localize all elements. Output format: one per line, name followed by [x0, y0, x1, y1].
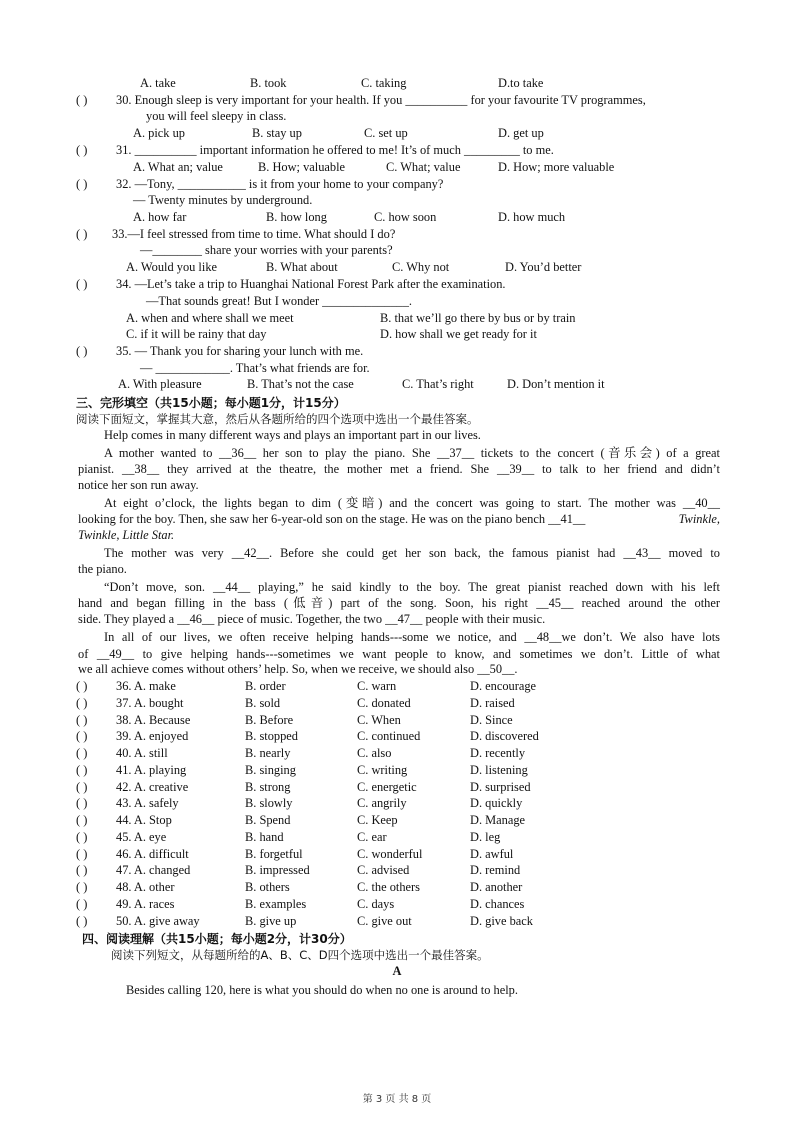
- cloze-q-answer-paren[interactable]: ( ): [76, 880, 88, 894]
- q34-option-b: B. that we’ll go there by bus or by train: [380, 311, 576, 325]
- cloze-q-answer-paren[interactable]: ( ): [76, 746, 88, 760]
- cloze-q-option-c: C. advised: [357, 863, 410, 878]
- cloze-q-option-d: D. Since: [470, 712, 513, 727]
- cloze-q-option-c: C. When: [357, 712, 401, 727]
- q31-option-d: D. How; more valuable: [498, 160, 615, 174]
- q35-stem: 35. — Thank you for sharing your lunch with me.: [116, 344, 364, 358]
- cloze-para-1: Help comes in many different ways and plays an important part in our lives.: [104, 428, 481, 442]
- cloze-q-answer-paren[interactable]: ( ): [76, 779, 88, 794]
- cloze-q-answer-paren[interactable]: ( ): [76, 695, 88, 710]
- q31-stem: 31. __________ important information he offered to me! It’s of much _________ to me.: [116, 143, 554, 157]
- cloze-q-option-c: C. also: [357, 746, 392, 760]
- cloze-q-option-d: D. encourage: [470, 679, 537, 693]
- q32-option-d: D. how much: [498, 210, 566, 224]
- section-3-instruction: 阅读下面短文，掌握其大意，然后从各题所给的四个选项中选出一个最佳答案。: [76, 412, 479, 426]
- q35-stem-cont: — ____________. That’s what friends are for.: [140, 361, 370, 375]
- cloze-q-option-b: B. impressed: [245, 863, 310, 878]
- cloze-line-14: we all achieve comes without others’ help. So, when we receive, we should also __50__.: [78, 662, 518, 676]
- cloze-q-option-a: 50. A. give away: [116, 913, 200, 928]
- cloze-line-3: notice her son run away.: [78, 478, 199, 492]
- q33-answer-paren[interactable]: ( ): [76, 227, 88, 241]
- cloze-q-option-d: D. remind: [470, 863, 521, 878]
- section-3-header: 三、完形填空（共15小题；每小题1分，计15分）: [76, 396, 346, 410]
- q35-option-a: A. With pleasure: [118, 377, 202, 391]
- section-4-header: 四、阅读理解（共15小题；每小题2分，计30分）: [82, 932, 352, 946]
- cloze-q-option-b: B. strong: [245, 779, 291, 794]
- cloze-q-option-d: D. discovered: [470, 729, 539, 744]
- cloze-line-7: The mother was very __42__. Before she could get her son back, the famous pianist had __43__ moved to: [104, 546, 720, 560]
- cloze-q-option-b: B. stopped: [245, 729, 299, 744]
- cloze-q-option-b: B. nearly: [245, 746, 291, 760]
- cloze-q-option-b: B. singing: [245, 762, 296, 777]
- q34-option-c: C. if it will be rainy that day: [126, 327, 267, 341]
- cloze-q-option-c: C. angrily: [357, 796, 407, 811]
- cloze-q-option-c: C. days: [357, 896, 395, 911]
- cloze-song-title-part1: Twinkle,: [678, 512, 720, 526]
- cloze-q-option-b: B. Spend: [245, 813, 291, 827]
- passage-a-label: A: [392, 964, 402, 978]
- cloze-q-option-a: 36. A. make: [116, 679, 176, 693]
- q31-option-b: B. How; valuable: [258, 160, 346, 174]
- cloze-q-answer-paren[interactable]: ( ): [76, 913, 88, 928]
- cloze-q-option-b: B. give up: [245, 913, 297, 928]
- q31-option-a: A. What an; value: [133, 160, 223, 174]
- cloze-q-option-b: B. hand: [245, 829, 284, 844]
- q29-option-a: A. take: [140, 76, 176, 90]
- cloze-q-answer-paren[interactable]: ( ): [76, 896, 88, 911]
- cloze-q-option-d: D. recently: [470, 746, 526, 760]
- cloze-q-option-d: D. Manage: [470, 813, 526, 827]
- cloze-q-option-a: 46. A. difficult: [116, 846, 189, 861]
- q34-stem: 34. —Let’s take a trip to Huanghai National Forest Park after the examination.: [116, 277, 506, 291]
- cloze-q-answer-paren[interactable]: ( ): [76, 679, 88, 693]
- page-number-footer: 第 3 页 共 8 页: [362, 1094, 432, 1105]
- section-4-instruction: 阅读下列短文，从每题所给的A、B、C、D四个选项中选出一个最佳答案。: [111, 948, 489, 962]
- q30-option-c: C. set up: [364, 126, 408, 140]
- q31-answer-paren[interactable]: ( ): [76, 143, 88, 157]
- q32-option-b: B. how long: [266, 210, 327, 224]
- cloze-line-11: side. They played a __46__ piece of music. Together, the two __47__ people with their music.: [78, 612, 546, 626]
- cloze-q-option-a: 43. A. safely: [116, 796, 179, 811]
- cloze-q-option-d: D. quickly: [470, 796, 523, 811]
- cloze-q-option-d: D. give back: [470, 913, 533, 928]
- q31-option-c: C. What; value: [386, 160, 461, 174]
- cloze-line-12: In all of our lives, we often receive helping hands---some we notice, and __48__we don’t. We also have lots: [104, 630, 720, 644]
- cloze-q-answer-paren[interactable]: ( ): [76, 863, 88, 878]
- q29-option-d: D.to take: [498, 76, 544, 90]
- q33-option-a: A. Would you like: [126, 260, 218, 274]
- cloze-q-option-c: C. give out: [357, 913, 412, 928]
- q34-option-a: A. when and where shall we meet: [126, 311, 294, 325]
- cloze-q-option-c: C. warn: [357, 679, 397, 693]
- q33-option-d: D. You’d better: [505, 260, 582, 274]
- q30-answer-paren[interactable]: ( ): [76, 93, 88, 107]
- cloze-q-option-d: D. awful: [470, 846, 514, 861]
- q33-stem: 33.—I feel stressed from time to time. What should I do?: [112, 227, 396, 241]
- cloze-q-option-c: C. Keep: [357, 813, 398, 827]
- cloze-line-8: the piano.: [78, 562, 127, 576]
- q34-stem-cont: —That sounds great! But I wonder ______________.: [146, 294, 413, 308]
- cloze-q-option-b: B. sold: [245, 695, 281, 710]
- cloze-q-option-a: 49. A. races: [116, 896, 175, 911]
- cloze-q-option-a: 47. A. changed: [116, 863, 191, 878]
- cloze-line-4: At eight o’clock, the lights began to dim (变暗) and the concert was going to start. The mother was __40__: [104, 496, 720, 510]
- cloze-q-option-b: B. examples: [245, 896, 307, 911]
- cloze-q-option-d: D. listening: [470, 762, 528, 777]
- q32-answer-paren[interactable]: ( ): [76, 177, 88, 191]
- q29-option-c: C. taking: [361, 76, 407, 90]
- cloze-q-option-a: 48. A. other: [116, 880, 175, 894]
- cloze-q-answer-paren[interactable]: ( ): [76, 813, 88, 827]
- cloze-q-option-d: D. another: [470, 880, 523, 894]
- cloze-q-option-a: 42. A. creative: [116, 779, 189, 794]
- q35-option-d: D. Don’t mention it: [507, 377, 605, 391]
- cloze-line-5: looking for the boy. Then, she saw her 6-year-old son on the stage. He was on the piano bench __41__: [78, 512, 586, 526]
- cloze-line-5-wrap: [78, 512, 720, 527]
- cloze-q-option-c: C. ear: [357, 829, 387, 844]
- cloze-q-option-d: D. chances: [470, 896, 525, 911]
- q32-stem-cont: — Twenty minutes by underground.: [133, 193, 313, 207]
- cloze-q-answer-paren[interactable]: ( ): [76, 796, 88, 811]
- cloze-q-answer-paren[interactable]: ( ): [76, 712, 88, 727]
- cloze-q-option-c: C. continued: [357, 729, 421, 744]
- q30-option-a: A. pick up: [133, 126, 185, 140]
- cloze-q-option-a: 40. A. still: [116, 746, 168, 760]
- cloze-song-title: Twinkle, Little Star.: [78, 528, 175, 542]
- cloze-q-option-c: C. writing: [357, 762, 408, 777]
- cloze-q-option-a: 37. A. bought: [116, 695, 184, 710]
- cloze-line-2: pianist. __38__ they arrived at the theatre, the mother met a friend. She __39__ to talk to her friend and didn’t: [78, 462, 720, 476]
- cloze-q-answer-paren[interactable]: ( ): [76, 829, 88, 844]
- cloze-q-option-b: B. forgetful: [245, 846, 303, 861]
- cloze-q-option-c: C. energetic: [357, 779, 417, 794]
- cloze-q-option-a: 38. A. Because: [116, 712, 191, 727]
- q29-option-b: B. took: [250, 76, 287, 90]
- cloze-q-option-d: D. leg: [470, 829, 501, 844]
- q33-option-c: C. Why not: [392, 260, 450, 274]
- q30-stem: 30. Enough sleep is very important for your health. If you __________ for your favourite TV programmes,: [116, 93, 646, 107]
- q33-stem-cont: —________ share your worries with your parents?: [140, 243, 393, 257]
- cloze-q-option-a: 41. A. playing: [116, 762, 187, 777]
- q30-stem-cont: you will feel sleepy in class.: [146, 109, 287, 123]
- cloze-q-answer-paren[interactable]: ( ): [76, 729, 88, 744]
- cloze-line-9: “Don’t move, son. __44__ playing,” he said kindly to the boy. The great pianist reached down with his left: [104, 580, 720, 594]
- cloze-q-option-b: B. order: [245, 679, 286, 693]
- q35-option-b: B. That’s not the case: [247, 377, 354, 391]
- cloze-q-option-c: C. donated: [357, 695, 411, 710]
- q32-stem: 32. —Tony, ___________ is it from your home to your company?: [116, 177, 444, 191]
- cloze-q-option-b: B. others: [245, 880, 290, 894]
- q35-option-c: C. That’s right: [402, 377, 474, 391]
- q32-option-a: A. how far: [133, 210, 187, 224]
- q30-option-b: B. stay up: [252, 126, 302, 140]
- cloze-q-option-d: D. surprised: [470, 779, 531, 794]
- passage-a-first-line: Besides calling 120, here is what you should do when no one is around to help.: [126, 983, 518, 997]
- q33-option-b: B. What about: [266, 260, 338, 274]
- cloze-q-answer-paren[interactable]: ( ): [76, 762, 88, 777]
- q35-answer-paren[interactable]: ( ): [76, 344, 88, 358]
- cloze-q-option-d: D. raised: [470, 695, 515, 710]
- cloze-q-option-a: 39. A. enjoyed: [116, 729, 189, 744]
- cloze-line-10: hand and began filling in the bass (低音) part of the song. Soon, his right __45__ reached around the other: [78, 596, 720, 610]
- cloze-q-option-c: C. the others: [357, 880, 420, 894]
- cloze-line-13: of __49__ to give helping hands---sometimes we want people to know, and sometimes we don’t. Little of what: [78, 647, 720, 661]
- cloze-q-option-b: B. Before: [245, 712, 294, 727]
- cloze-q-option-a: 44. A. Stop: [116, 813, 172, 827]
- q34-answer-paren[interactable]: ( ): [76, 277, 88, 291]
- cloze-q-option-a: 45. A. eye: [116, 829, 167, 844]
- q34-option-d: D. how shall we get ready for it: [380, 327, 537, 341]
- q30-option-d: D. get up: [498, 126, 544, 140]
- cloze-line-1: A mother wanted to __36__ her son to play the piano. She __37__ tickets to the concert (音乐会) of a great: [104, 446, 720, 460]
- cloze-q-option-c: C. wonderful: [357, 846, 423, 861]
- cloze-q-option-b: B. slowly: [245, 796, 293, 811]
- cloze-q-answer-paren[interactable]: ( ): [76, 846, 88, 861]
- q32-option-c: C. how soon: [374, 210, 437, 224]
